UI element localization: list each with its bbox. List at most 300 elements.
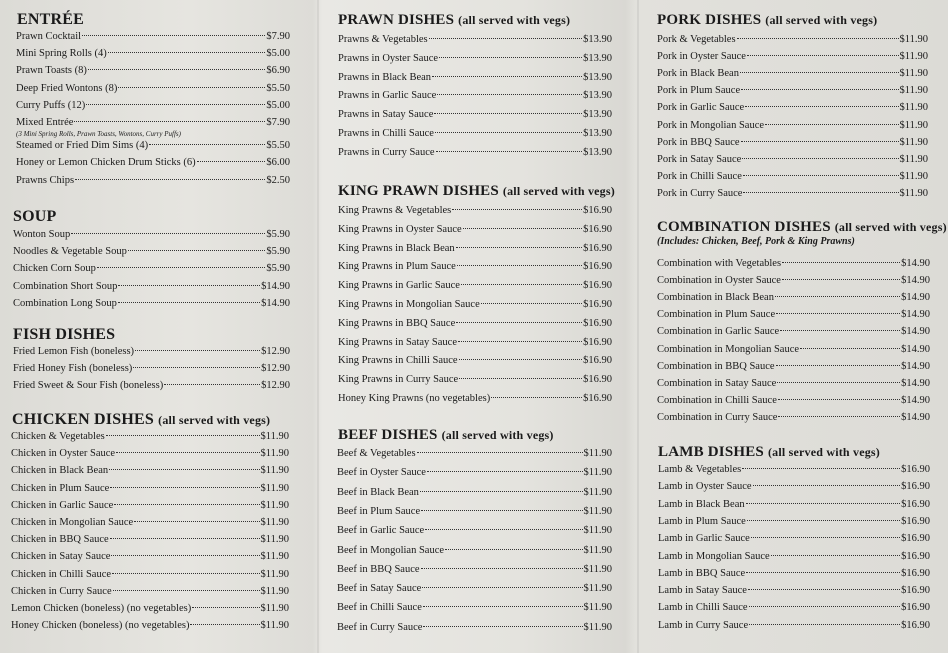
section-title-chicken: CHICKEN DISHES (all served with vegs)	[12, 411, 271, 428]
menu-item	[338, 337, 612, 351]
section-title-king-prawn: KING PRAWN DISHES (all served with vegs)	[338, 183, 615, 199]
dot-leader	[491, 397, 582, 398]
menu-item	[657, 412, 930, 426]
menu-item	[657, 120, 928, 134]
dot-leader	[749, 606, 901, 607]
menu-item-price: $14.90	[261, 297, 290, 309]
menu-item-price: $5.50	[266, 140, 290, 152]
menu-item	[338, 355, 612, 369]
menu-item-price: $16.90	[583, 374, 612, 386]
dot-leader	[452, 209, 582, 210]
menu-item-price: $11.90	[260, 620, 289, 632]
dot-leader	[421, 568, 583, 569]
dot-leader	[432, 76, 582, 77]
dot-leader	[134, 521, 259, 522]
menu-item-price: $11.90	[583, 563, 612, 575]
menu-item-price: $11.90	[260, 534, 289, 546]
menu-item-name: Pork in Mongolian Sauce	[657, 119, 765, 131]
dot-leader	[423, 626, 582, 627]
menu-item	[657, 171, 928, 185]
dot-leader	[782, 279, 900, 280]
menu-item-name: Prawns in Oyster Sauce	[338, 52, 439, 64]
menu-item-price: $16.90	[901, 602, 930, 614]
menu-item-price: $16.90	[901, 550, 930, 562]
menu-item	[657, 309, 930, 323]
menu-item-price: $11.90	[260, 448, 289, 460]
menu-item-price: $14.90	[901, 411, 930, 423]
menu-item-price: $16.90	[583, 393, 612, 404]
menu-item	[11, 465, 289, 479]
menu-item-price: $12.90	[261, 346, 290, 357]
section-title-soup: SOUP	[13, 208, 57, 225]
menu-item	[657, 34, 928, 48]
dot-leader	[116, 452, 259, 453]
menu-item-name: Pork in Black Bean	[657, 68, 739, 80]
menu-item-price: $16.90	[583, 355, 612, 367]
dot-leader	[437, 94, 582, 95]
menu-item-price: $14.90	[901, 326, 930, 338]
dot-leader	[741, 89, 898, 90]
menu-item-price: $16.90	[583, 299, 612, 310]
menu-item	[11, 517, 289, 531]
menu-item	[658, 499, 930, 513]
dot-leader	[461, 284, 582, 285]
dot-leader	[74, 121, 265, 122]
dot-leader	[422, 587, 582, 588]
dot-leader	[435, 132, 582, 133]
dot-leader	[742, 468, 900, 469]
menu-item-name: Prawns in Satay Sauce	[338, 109, 434, 121]
menu-item-price: $11.90	[583, 467, 612, 479]
menu-item-name: Honey or Lemon Chicken Drum Sticks (6)	[16, 157, 196, 169]
dot-leader	[75, 179, 265, 180]
dot-leader	[740, 72, 899, 73]
menu-item-price: $16.90	[583, 280, 612, 292]
menu-item	[657, 275, 930, 289]
menu-item-name: Lamb in Curry Sauce	[658, 619, 749, 631]
menu-item	[338, 90, 612, 104]
dot-leader	[97, 267, 266, 268]
menu-item-price: $16.90	[583, 261, 612, 273]
dot-leader	[113, 590, 260, 591]
menu-item	[658, 481, 930, 495]
dot-leader	[436, 151, 583, 152]
menu-item-name: Chicken in BBQ Sauce	[11, 534, 109, 546]
dot-leader	[88, 69, 266, 70]
menu-item-price: $12.90	[261, 380, 290, 392]
menu-item-price: $11.90	[260, 482, 289, 494]
menu-item-price: $11.90	[260, 431, 289, 442]
menu-item	[657, 85, 928, 99]
menu-item-price: $16.90	[901, 533, 930, 545]
menu-item-name: Prawns in Curry Sauce	[338, 146, 435, 158]
menu-item-name: Beef in Satay Sauce	[337, 583, 422, 595]
menu-item	[657, 344, 930, 358]
menu-item	[657, 258, 930, 272]
menu-item-price: $11.90	[899, 187, 928, 199]
menu-item	[337, 564, 612, 578]
menu-item-name: Lamb in Plum Sauce	[658, 515, 746, 527]
menu-item-price: $14.90	[901, 309, 930, 321]
menu-item	[16, 175, 290, 189]
menu-item-price: $2.50	[266, 174, 290, 186]
menu-item	[338, 374, 612, 388]
dot-leader	[748, 589, 900, 590]
menu-item-price: $13.90	[583, 52, 612, 64]
dot-leader	[118, 87, 265, 88]
menu-item-price: $11.90	[899, 119, 928, 131]
dot-leader	[420, 491, 583, 492]
menu-item-price: $6.90	[266, 65, 290, 77]
menu-column-left	[0, 0, 318, 653]
menu-item	[338, 243, 612, 257]
dot-leader	[417, 452, 583, 453]
menu-item-name: Combination Long Soup	[13, 297, 117, 309]
menu-item-name: Beef & Vegetables	[337, 448, 416, 459]
menu-column-middle	[318, 0, 638, 653]
menu-item-name: Beef in Curry Sauce	[337, 621, 423, 633]
menu-item	[658, 551, 930, 565]
menu-item	[657, 326, 930, 340]
menu-item	[337, 467, 612, 481]
menu-item-name: Chicken in Curry Sauce	[11, 585, 112, 597]
menu-item-name: Combination in Mongolian Sauce	[657, 343, 800, 355]
menu-item-name: Beef in BBQ Sauce	[337, 563, 420, 575]
menu-item-name: Beef in Black Bean	[337, 486, 419, 498]
dot-leader	[771, 555, 900, 556]
menu-item-name: Combination in Plum Sauce	[657, 309, 776, 321]
menu-item	[338, 393, 612, 407]
menu-item-price: $5.00	[266, 48, 290, 60]
menu-item-name: King Prawns in Black Bean	[338, 242, 455, 254]
menu-item-name: Combination in Curry Sauce	[657, 411, 778, 423]
menu-item-price: $16.90	[901, 585, 930, 597]
menu-column-right	[638, 0, 948, 653]
menu-item	[337, 487, 612, 501]
dot-leader	[108, 52, 266, 53]
menu-item	[337, 622, 612, 636]
menu-item-name: Chicken in Plum Sauce	[11, 482, 110, 494]
menu-item-price: $14.90	[901, 360, 930, 372]
menu-item-price: $5.00	[266, 99, 290, 111]
menu-item-price: $11.90	[899, 153, 928, 165]
menu-item-name: Prawns in Chilli Sauce	[338, 128, 434, 139]
dot-leader	[747, 520, 900, 521]
dot-leader	[423, 606, 583, 607]
menu-item-price: $11.90	[583, 486, 612, 498]
menu-item	[13, 281, 290, 295]
menu-item	[657, 68, 928, 82]
menu-item-price: $5.50	[266, 82, 290, 94]
dot-leader	[456, 247, 582, 248]
menu-item	[338, 299, 612, 313]
menu-item	[16, 157, 290, 171]
dot-leader	[427, 471, 583, 472]
menu-item	[16, 117, 290, 131]
dot-leader	[777, 382, 900, 383]
menu-item	[657, 51, 928, 65]
dot-leader	[82, 35, 265, 36]
dot-leader	[429, 38, 583, 39]
menu-item-name: Fried Lemon Fish (boneless)	[13, 346, 135, 357]
menu-item	[658, 602, 930, 616]
menu-item-name: Chicken in Garlic Sauce	[11, 499, 114, 511]
dot-leader	[780, 330, 900, 331]
menu-item	[337, 583, 612, 597]
dot-leader	[747, 55, 899, 56]
menu-item-price: $11.90	[899, 170, 928, 182]
dot-leader	[128, 250, 266, 251]
menu-item-price: $14.90	[261, 280, 290, 292]
dot-leader	[481, 303, 582, 304]
dot-leader	[164, 384, 260, 385]
menu-item	[13, 380, 290, 394]
menu-item	[658, 585, 930, 599]
menu-item-price: $16.90	[583, 317, 612, 329]
menu-item-name: Deep Fried Wontons (8)	[16, 82, 118, 94]
menu-item	[657, 154, 928, 168]
menu-item-name: Combination in BBQ Sauce	[657, 360, 775, 372]
dot-leader	[746, 503, 901, 504]
menu-item	[13, 263, 290, 277]
dot-leader	[197, 161, 266, 162]
menu-item	[338, 128, 612, 142]
menu-item	[13, 298, 290, 312]
menu-item-price: $11.90	[583, 583, 612, 595]
menu-item-name: Combination in Garlic Sauce	[657, 326, 780, 338]
section-title-entree: ENTRÉE	[17, 11, 84, 28]
menu-item	[11, 551, 289, 565]
menu-item	[11, 534, 289, 548]
menu-item-name: Chicken in Black Bean	[11, 465, 109, 477]
menu-item-price: $11.90	[260, 551, 289, 563]
menu-item-name: Curry Puffs (12)	[16, 99, 86, 111]
dot-leader	[743, 175, 899, 176]
dot-leader	[751, 537, 900, 538]
dot-leader	[458, 341, 582, 342]
menu-item-price: $5.90	[266, 263, 290, 275]
section-title-prawn: PRAWN DISHES (all served with vegs)	[338, 12, 571, 28]
dot-leader	[776, 365, 901, 366]
menu-item	[657, 137, 928, 151]
menu-item-name: Pork in Chilli Sauce	[657, 170, 742, 182]
menu-item-name: Combination in Oyster Sauce	[657, 275, 781, 287]
dot-leader	[778, 399, 900, 400]
dot-leader	[745, 106, 898, 107]
menu-item	[13, 363, 290, 377]
menu-item-price: $14.90	[901, 394, 930, 406]
menu-item-name: Chicken & Vegetables	[11, 431, 105, 442]
menu-item-name: King Prawns in BBQ Sauce	[338, 317, 456, 329]
menu-item-price: $11.90	[583, 505, 612, 517]
menu-item-name: King Prawns in Garlic Sauce	[338, 280, 460, 292]
menu-item-price: $11.90	[583, 448, 612, 459]
menu-item-price: $11.90	[899, 68, 928, 80]
menu-item-price: $16.90	[583, 223, 612, 235]
dot-leader	[737, 38, 899, 39]
dot-leader	[118, 302, 260, 303]
dot-leader	[112, 573, 259, 574]
menu-item	[658, 568, 930, 582]
menu-item	[658, 533, 930, 547]
menu-item-price: $11.90	[260, 603, 289, 614]
menu-item	[338, 147, 612, 161]
menu-item-price: $11.90	[899, 102, 928, 114]
menu-item-name: King Prawns in Chilli Sauce	[338, 355, 458, 367]
dot-leader	[71, 233, 265, 234]
menu-item-name: King Prawns & Vegetables	[338, 205, 452, 216]
dot-leader	[746, 572, 900, 573]
menu-item-name: Prawns in Garlic Sauce	[338, 90, 437, 102]
dot-leader	[118, 285, 260, 286]
menu-item-name: King Prawns in Curry Sauce	[338, 374, 459, 386]
menu-item	[337, 602, 612, 616]
menu-item-name: Fried Sweet & Sour Fish (boneless)	[13, 380, 164, 392]
menu-item	[657, 395, 930, 409]
dot-leader	[192, 607, 259, 608]
menu-item-name: Combination in Satay Sauce	[657, 377, 777, 389]
menu-item	[16, 31, 290, 45]
menu-item-name: Fried Honey Fish (boneless)	[13, 363, 133, 375]
menu-item-name: Lamb in Mongolian Sauce	[658, 550, 770, 562]
menu-item-price: $7.90	[266, 31, 290, 42]
menu-item	[11, 448, 289, 462]
menu-item-price: $11.90	[260, 585, 289, 597]
menu-item-name: Prawns & Vegetables	[338, 34, 428, 45]
dot-leader	[749, 624, 900, 625]
menu-item-name: Pork in Satay Sauce	[657, 153, 742, 165]
dot-leader	[109, 469, 259, 470]
menu-item-price: $13.90	[583, 71, 612, 83]
menu-item-price: $11.90	[899, 51, 928, 63]
dot-leader	[110, 538, 260, 539]
menu-item-price: $14.90	[901, 258, 930, 269]
menu-item	[16, 100, 290, 114]
menu-item-price: $5.90	[266, 229, 290, 240]
menu-item	[657, 378, 930, 392]
menu-item-price: $11.90	[583, 544, 612, 556]
menu-item-price: $14.90	[901, 343, 930, 355]
menu-item	[11, 431, 289, 445]
menu-item-name: Combination with Vegetables	[657, 258, 782, 269]
menu-item-price: $16.90	[901, 619, 930, 631]
menu-item-price: $13.90	[583, 34, 612, 45]
menu-item-name: Pork in Garlic Sauce	[657, 102, 745, 114]
dot-leader	[742, 158, 898, 159]
menu-item	[337, 525, 612, 539]
menu-item-price: $7.90	[266, 117, 290, 128]
menu-item	[657, 292, 930, 306]
menu-item-name: Lamb in Chilli Sauce	[658, 602, 748, 614]
menu-item-price: $16.90	[901, 481, 930, 493]
menu-item-price: $5.90	[266, 246, 290, 258]
menu-item	[16, 140, 290, 154]
menu-item-price: $11.90	[260, 568, 289, 580]
menu-item-name: Pork in Curry Sauce	[657, 187, 743, 199]
menu-item	[338, 53, 612, 67]
dot-leader	[149, 144, 265, 145]
menu-item-price: $6.00	[266, 157, 290, 169]
menu-item-name: Pork in Oyster Sauce	[657, 51, 746, 63]
dot-leader	[106, 435, 260, 436]
menu-item-price: $11.90	[583, 621, 612, 633]
dot-leader	[457, 265, 582, 266]
menu-item-name: Prawns Chips	[16, 174, 75, 186]
menu-item-name: King Prawns in Mongolian Sauce	[338, 299, 480, 310]
menu-item	[338, 34, 612, 48]
dot-leader	[782, 262, 900, 263]
menu-item-price: $14.90	[901, 377, 930, 389]
dot-leader	[463, 228, 582, 229]
menu-item-name: Chicken in Oyster Sauce	[11, 448, 116, 460]
menu-item	[11, 500, 289, 514]
menu-item-name: King Prawns in Satay Sauce	[338, 336, 457, 348]
menu-item-name: Lamb in Black Bean	[658, 498, 745, 510]
menu-item-name: Combination in Chilli Sauce	[657, 394, 777, 406]
menu-item-price: $16.90	[901, 498, 930, 510]
menu-item	[338, 109, 612, 123]
menu-item-price: $14.90	[901, 292, 930, 304]
menu-item	[338, 205, 612, 219]
dot-leader	[135, 350, 260, 351]
menu-item	[11, 603, 289, 617]
menu-item-price: $13.90	[583, 146, 612, 158]
menu-item-price: $16.90	[583, 242, 612, 254]
menu-item	[338, 224, 612, 238]
menu-item-name: Honey King Prawns (no vegetables)	[338, 393, 491, 404]
dot-leader	[459, 359, 583, 360]
menu-item-name: Beef in Mongolian Sauce	[337, 544, 445, 556]
menu-item-price: $16.90	[901, 567, 930, 579]
dot-leader	[741, 141, 899, 142]
dot-leader	[439, 57, 582, 58]
menu-item	[16, 48, 290, 62]
menu-item	[11, 569, 289, 583]
dot-leader	[434, 113, 582, 114]
dot-leader	[776, 313, 900, 314]
menu-item-name: Lamb in Garlic Sauce	[658, 533, 750, 545]
menu-item-name: Beef in Garlic Sauce	[337, 525, 425, 537]
section-title-pork: PORK DISHES (all served with vegs)	[657, 12, 878, 28]
mixed-entree-note: (3 Mini Spring Rolls, Prawn Toasts, Wontons, Curry Puffs)	[16, 130, 181, 138]
menu-item-name: Beef in Oyster Sauce	[337, 467, 426, 479]
section-title-lamb: LAMB DISHES (all served with vegs)	[658, 444, 880, 460]
menu-item-name: Wonton Soup	[13, 229, 71, 240]
menu-item	[338, 72, 612, 86]
dot-leader	[114, 504, 259, 505]
dot-leader	[111, 555, 259, 556]
dot-leader	[753, 485, 901, 486]
menu-item-price: $14.90	[901, 275, 930, 287]
section-title-beef: BEEF DISHES (all served with vegs)	[338, 427, 554, 443]
menu-item-price: $16.90	[901, 464, 930, 475]
menu-item-name: Combination in Black Bean	[657, 292, 774, 304]
menu-item-name: Honey Chicken (boneless) (no vegetables)	[11, 620, 190, 632]
menu-item	[658, 516, 930, 530]
section-title-fish: FISH DISHES	[13, 326, 116, 343]
dot-leader	[743, 192, 898, 193]
menu-item-name: Beef in Plum Sauce	[337, 505, 421, 517]
dot-leader	[133, 367, 260, 368]
menu-item-name: Steamed or Fried Dim Sims (4)	[16, 140, 149, 152]
menu-item	[338, 318, 612, 332]
dot-leader	[456, 322, 582, 323]
menu-item-price: $11.90	[899, 85, 928, 97]
menu-item-price: $13.90	[583, 90, 612, 102]
menu-item	[11, 586, 289, 600]
menu-item-price: $11.90	[899, 136, 928, 148]
menu-item-price: $11.90	[899, 34, 928, 45]
